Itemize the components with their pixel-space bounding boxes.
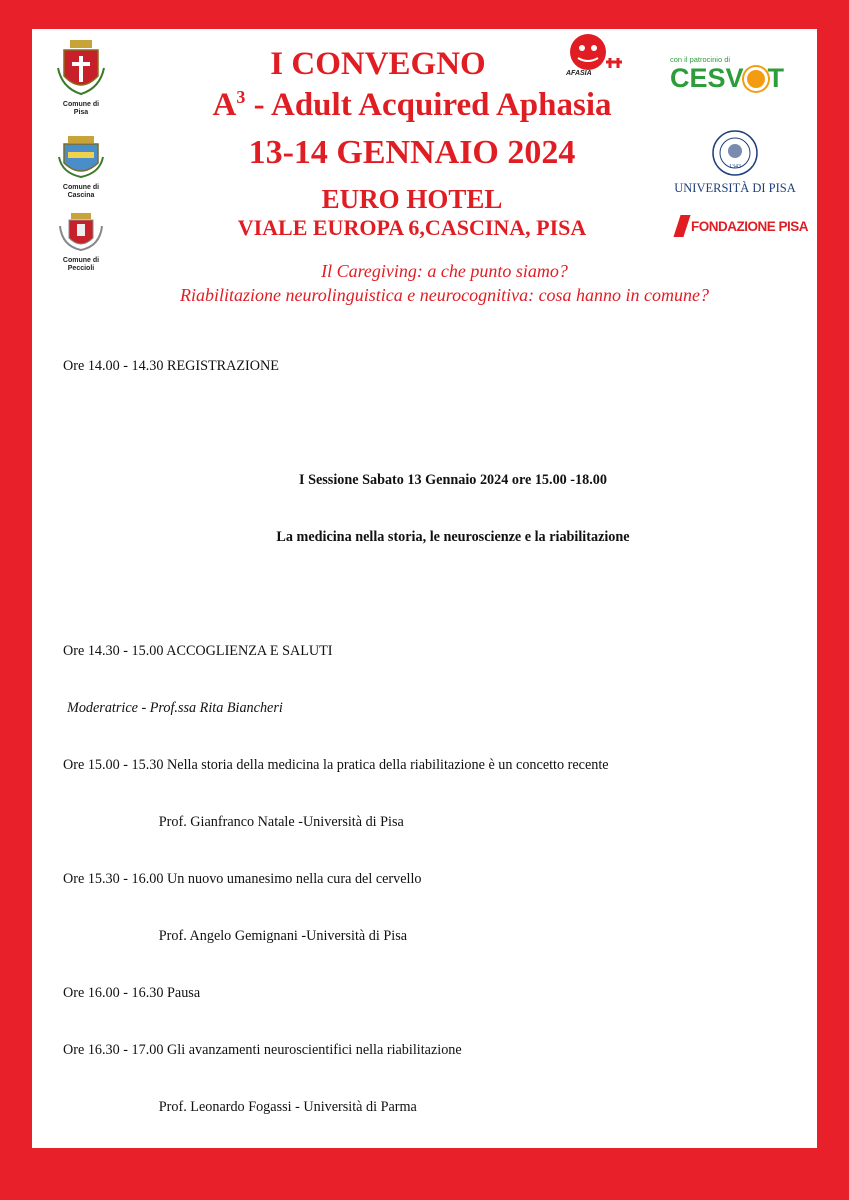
cesvot-logo bbox=[670, 55, 800, 92]
program-line: Ore 14.30 - 15.00 ACCOGLIENZA E SALUTI bbox=[63, 643, 333, 659]
comune-peccioli-label: Comune di Peccioli bbox=[62, 257, 100, 272]
session1-subtitle: La medicina nella storia, le neuroscienze e la riabilitazione bbox=[276, 529, 630, 545]
comune-pisa-label: Comune di Pisa bbox=[62, 101, 100, 116]
program-line: Ore 15.00 - 15.30 Nella storia della medicina la pratica della riabilitazione è un concetto recente bbox=[63, 757, 609, 773]
comune-pisa-logo bbox=[56, 38, 106, 117]
program bbox=[63, 319, 803, 1148]
fondazione-logo bbox=[677, 215, 807, 237]
pisa-crest-icon bbox=[56, 38, 106, 96]
registration-line: Ore 14.00 - 14.30 REGISTRAZIONE bbox=[63, 358, 279, 374]
title-superscript: 3 bbox=[236, 87, 246, 107]
comune-cascina-logo bbox=[56, 135, 106, 200]
program-line: Ore 16.30 - 17.00 Gli avanzamenti neuroscientifici nella riabilitazione bbox=[63, 1042, 462, 1058]
program-line: Ore 15.30 - 16.00 Un nuovo umanesimo nella cura del cervello bbox=[63, 871, 422, 887]
cesvot-text-b: T bbox=[767, 63, 785, 93]
unipi-text: UNIVERSITÀ DI PISA bbox=[674, 181, 796, 195]
sun-icon bbox=[747, 70, 765, 88]
afasia-logo-text: AFASIA bbox=[566, 70, 592, 77]
venue-address: VIALE EUROPA 6,CASCINA, PISA bbox=[237, 215, 587, 240]
unipi-logo bbox=[670, 129, 800, 196]
venue-name: EURO HOTEL bbox=[321, 184, 503, 214]
program-line: Prof. Leonardo Fogassi - Università di Parma bbox=[63, 1099, 417, 1115]
cascina-crest-icon bbox=[56, 135, 106, 179]
poster-content bbox=[32, 29, 817, 1148]
cesvot-text-a: CESV bbox=[670, 63, 744, 93]
fondazione-mark-icon bbox=[673, 215, 690, 237]
tagline-1: Il Caregiving: a che punto siamo? bbox=[321, 261, 568, 281]
program-line: Moderatrice - Prof.ssa Rita Biancheri bbox=[67, 700, 283, 716]
program-line: Prof. Angelo Gemignani -Università di Pisa bbox=[63, 928, 408, 944]
cesvot-pre: con il patrocinio di bbox=[670, 55, 731, 64]
afasia-logo bbox=[562, 32, 626, 86]
program-line: Prof. Gianfranco Natale -Università di Pisa bbox=[63, 814, 404, 830]
tagline-2: Riabilitazione neurolinguistica e neurocognitiva: cosa hanno in comune? bbox=[179, 285, 710, 305]
fondazione-text: FONDAZIONE PISA bbox=[691, 219, 809, 234]
comune-cascina-label: Comune di Cascina bbox=[62, 184, 100, 199]
title-line-1: I CONVEGNO bbox=[270, 46, 486, 82]
program-line: Ore 16.00 - 16.30 Pausa bbox=[63, 985, 201, 1001]
session1-title: I Sessione Sabato 13 Gennaio 2024 ore 15.00 -18.00 bbox=[299, 472, 607, 488]
title-line-2: $A^3$ - Adult Acquired Aphasia bbox=[212, 87, 612, 123]
event-date: 13-14 GENNAIO 2024 bbox=[248, 134, 576, 171]
peccioli-crest-icon bbox=[56, 212, 106, 252]
unipi-seal-year: 1343 bbox=[729, 164, 741, 170]
